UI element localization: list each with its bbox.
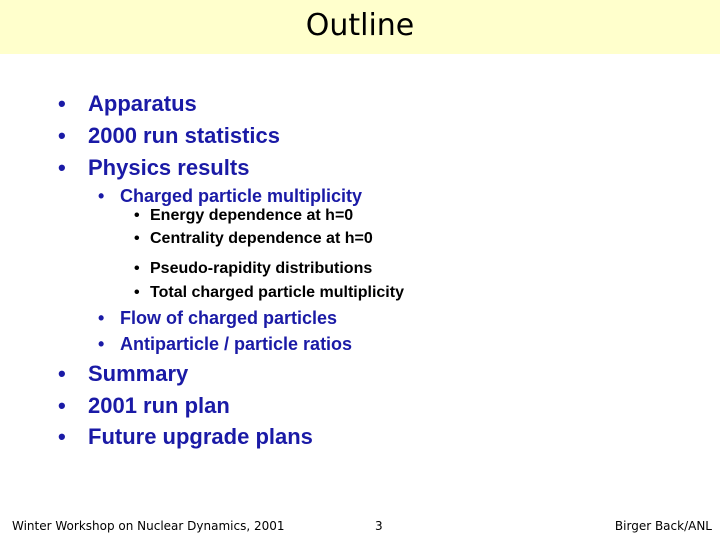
bullet-icon: • [58,361,66,386]
list-item [58,90,197,118]
list-item-text: Pseudo-rapidity distributions [150,260,373,277]
list-item-text: Apparatus [88,91,197,116]
list-item-text: Future upgrade plans [88,424,313,449]
list-item [98,332,352,356]
list-item [58,392,230,420]
list-item [134,258,372,280]
list-item-text: Summary [88,361,189,386]
list-item [58,360,188,388]
bullet-icon: • [134,230,140,247]
bullet-icon: • [98,308,105,328]
list-item-text: Physics results [88,155,250,180]
slide-title: Outline [305,8,415,43]
bullet-icon: • [134,207,140,224]
bullet-icon: • [58,424,66,449]
bullet-icon: • [98,334,105,354]
list-item [58,122,280,150]
list-item-text: Total charged particle multiplicity [150,284,404,301]
bullet-icon: • [134,284,140,301]
bullet-icon: • [58,393,66,418]
list-item [58,423,313,451]
bullet-icon: • [134,260,140,277]
bullet-icon: • [58,91,66,116]
list-item-text: Antiparticle / particle ratios [120,334,353,354]
page-number: 3 [375,519,383,533]
footer-author: Birger Back/ANL [614,519,712,533]
list-item [134,228,373,250]
list-item-text: Energy dependence at h=0 [150,207,354,224]
bullet-icon: • [58,123,66,148]
footer-event: Winter Workshop on Nuclear Dynamics, 2001 [12,519,285,533]
list-item-text: 2001 run plan [88,393,230,418]
list-item [98,306,337,330]
list-item-text: Centrality dependence at h=0 [150,230,373,247]
list-item [134,282,404,304]
list-item [58,154,249,182]
list-item [134,205,353,227]
bullet-icon: • [58,155,66,180]
bullet-icon: • [98,186,105,206]
list-item-text: Charged particle multiplicity [120,186,363,206]
list-item-text: 2000 run statistics [88,123,280,148]
list-item-text: Flow of charged particles [120,308,338,328]
